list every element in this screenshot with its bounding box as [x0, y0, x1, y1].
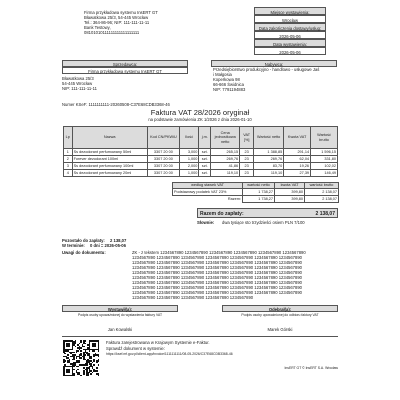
cell: 23: [240, 170, 254, 177]
table-row: [64, 163, 338, 170]
col-header: według stawek VAT: [173, 183, 243, 189]
qr-module: [73, 375, 75, 377]
issue-date-label: Data wystawienia:: [254, 39, 326, 47]
qr-module: [92, 372, 94, 374]
cell: 1 738,27: [243, 189, 275, 196]
qr-module: [85, 354, 87, 356]
col-header: Cena jednostkowa netto: [211, 127, 240, 149]
qr-module: [73, 352, 75, 354]
cell: szt.: [199, 156, 211, 163]
cell: 83,70: [254, 163, 284, 170]
total-value: 2 138,07: [315, 210, 335, 217]
notes-line: 1234567890 1234567890 1234567890 1234567890 1234567890 1234567890 1234567890: [132, 270, 303, 275]
buyer-name: Przedsiębiorstwo produkcyjno - handlowo - usługowe Jaś: [213, 67, 320, 72]
cell: 4: [64, 170, 73, 177]
cell: 23: [240, 163, 254, 170]
cell: 2,000: [180, 163, 199, 170]
cell: szt.: [199, 163, 211, 170]
table-row: [173, 196, 339, 203]
qr-module: [72, 349, 74, 351]
qr-module: [92, 362, 94, 364]
footer-divider: [62, 336, 338, 337]
seller-header: [84, 10, 158, 35]
notes-line: 1234567890 1234567890 1234567890 1234567890 1234567890 1234567890 1234567890: [132, 260, 303, 265]
place-value: Wrocław: [254, 15, 326, 23]
qr-module: [79, 343, 81, 345]
qr-module: [98, 375, 100, 377]
qr-module: [73, 359, 75, 361]
cell: 1: [64, 149, 73, 156]
notes-label: Uwagi do dokumentu:: [62, 250, 106, 255]
qr-module: [93, 360, 95, 362]
notes-line: 1234567890 1234567890 1234567890 1234567890 1234567890 1234567890 1234567890: [132, 290, 303, 295]
term-value: 0 dni = 2026-05-06: [90, 243, 126, 248]
table-row: [64, 170, 338, 177]
qr-module: [76, 357, 78, 359]
seller-label: Sprzedawca:: [62, 60, 188, 67]
remaining-value: 2 138,07: [110, 238, 127, 243]
qr-module: [90, 357, 92, 359]
notes-line: 1234567890 1234567890 1234567890 1234567890 1234567890 1234567890 1234567890: [132, 285, 303, 290]
qr-module: [93, 350, 95, 352]
qr-module: [69, 372, 71, 374]
qr-module: [67, 354, 69, 356]
qr-module: [76, 352, 78, 354]
qr-module: [75, 346, 77, 348]
cell: 3,000: [180, 149, 199, 156]
cell: 102,02: [311, 163, 338, 170]
footer-text: [106, 340, 233, 356]
qr-module: [98, 364, 100, 366]
qr-module: [77, 369, 79, 371]
qr-module: [96, 367, 98, 369]
col-header: Wartość netto: [254, 127, 284, 149]
qr-module: [83, 346, 85, 348]
buyer-city: 66-666 Świdnica: [213, 82, 244, 87]
cell: 3307 20 00: [147, 170, 179, 177]
buyer-name-cont: i Małgosia: [213, 72, 232, 77]
items-header-row: [64, 127, 338, 149]
cell: 1 738,27: [243, 196, 275, 203]
issue-date-value: 2026-05-06: [254, 47, 326, 55]
cell: 119,10: [211, 170, 240, 177]
cell: 19,26: [284, 163, 311, 170]
total-label: Razem do zapłaty:: [200, 210, 244, 217]
cell: 146,49: [311, 170, 338, 177]
cell: 3: [64, 163, 73, 170]
qr-module: [80, 357, 82, 359]
qr-module: [80, 347, 82, 349]
qr-module: [73, 369, 75, 371]
words-value: dwa tysiące sto trzydzieści osiem PLN 7/100: [222, 220, 305, 225]
seller-header-line: Bank Testowy,: [84, 25, 111, 30]
qr-module: [96, 370, 98, 372]
cell: Ss dezodorant perfumowany 100ml: [72, 163, 147, 170]
col-header: j.m.: [199, 127, 211, 149]
notes-text: [132, 250, 340, 300]
vat-summary-table: [172, 182, 339, 203]
ksef-verify-link[interactable]: https://ksef.mf.gov.pl/client-app/invoice/1111111111/08-05-2026/C37E68CDB3368-46: [106, 352, 233, 356]
seller-street: Bławatkowa 25/3: [62, 76, 94, 81]
place-label: Miejsce wystawienia:: [254, 7, 326, 15]
cell: Razem:: [227, 197, 241, 202]
cell: 399,80: [275, 189, 305, 196]
notes-line: 1234567890 1234567890 1234567890 1234567890 1234567890 1234567890 1234567890: [132, 280, 303, 285]
cell: 2 138,07: [305, 196, 339, 203]
col-header: Wartość brutto: [311, 127, 338, 149]
qr-module: [89, 350, 91, 352]
seller-name: Firma przykładowa systemu InsERT GT: [62, 67, 188, 74]
vat-header-row: [173, 183, 339, 189]
ksef-qr-code: [63, 340, 99, 376]
qr-module: [85, 340, 87, 342]
seller-header-line: Tel.: 364-86-96; NIP: 111-111-11-11: [84, 20, 150, 25]
software-brand: InsERT GT © InsERT S.A. Wrocław: [284, 366, 338, 370]
completion-date-label: Data zakończenia dostawy/usług:: [254, 23, 326, 31]
cell: 3307 20 00: [147, 156, 179, 163]
remaining-label: Pozostało do zapłaty:: [62, 238, 105, 243]
cell: 1,000: [180, 170, 199, 177]
items-table: [63, 126, 338, 177]
qr-module: [90, 373, 92, 375]
col-header: wartość brutto: [305, 183, 339, 189]
table-row: [64, 156, 338, 163]
cell: szt.: [199, 170, 211, 177]
cell: 119,10: [254, 170, 284, 177]
qr-module: [85, 343, 87, 345]
received-by-name: Marek Górski: [267, 327, 293, 332]
seller-address: [62, 76, 97, 91]
qr-module: [98, 356, 100, 358]
notes-line: ZK - z tekstem 1234567890 1234567890 1234567890 1234567890 1234567890 1234567890: [132, 250, 306, 255]
qr-module: [73, 366, 75, 368]
cell: 1 388,85: [254, 149, 284, 156]
qr-module: [95, 346, 97, 348]
footer-line: Sprawdź dokument w systemie:: [106, 346, 165, 351]
qr-module: [79, 362, 81, 364]
qr-module: [64, 360, 66, 362]
footer-line: Faktura zarejestrowana w Krajowym Systemie e-Faktur.: [106, 340, 210, 345]
completion-date-value: 2026-05-06: [254, 31, 326, 39]
cell: 27,39: [284, 170, 311, 177]
qr-module: [64, 353, 66, 355]
term-label: W terminie:: [62, 243, 85, 248]
cell: Ss dezodorant perfumowany 20ml: [72, 170, 147, 177]
buyer-nip: NIP: 7791194883: [213, 87, 246, 92]
col-header: wartość netto: [243, 183, 275, 189]
cell: 2 138,07: [305, 189, 339, 196]
cell: 269,76: [211, 156, 240, 163]
cell: 265,15: [211, 149, 240, 156]
qr-module: [83, 373, 85, 375]
cell: 399,80: [275, 196, 305, 203]
buyer-label: Nabywca:: [211, 60, 337, 67]
col-header: Kod CN/PKWiU: [147, 127, 179, 149]
seller-header-line: Firma przykładowa systemu InsERT GT: [84, 10, 158, 15]
seller-header-line: Bławatkowa 25/3, 54-445 Wrocław: [84, 15, 149, 20]
seller-nip: NIP: 111-111-11-11: [62, 86, 97, 91]
buyer-address: [213, 67, 319, 92]
qr-module: [77, 366, 79, 368]
seller-header-line: 08101010111111111111111111: [84, 30, 140, 35]
col-header: Nazwa: [72, 127, 147, 149]
issued-by-caption: Podpis osoby upoważnionej do wystawienia faktury VAT: [77, 313, 163, 317]
col-header: Ilość: [180, 127, 199, 149]
invoice-title: Faktura VAT 28/2026 oryginał: [150, 108, 250, 117]
cell: 3307 20 00: [147, 149, 179, 156]
words-label: Słownie:: [197, 220, 215, 225]
invoice-subtitle: na podstawie zamówienia ZK 1/2026 z dnia 2026-01-10: [148, 117, 252, 122]
cell: Podstawowy podatek VAT 23%: [173, 189, 243, 196]
total-box: [197, 208, 338, 218]
col-header: kwota VAT: [275, 183, 305, 189]
cell: 23: [240, 156, 254, 163]
cell: Ss dezodorant perfumowany 50ml: [72, 149, 147, 156]
qr-module: [98, 350, 100, 352]
col-header: Lp: [64, 127, 73, 149]
notes-line: 1234567890 1234567890 1234567890 1234567890 1234567890 1234567890 1234567890: [132, 265, 303, 270]
qr-module: [93, 364, 95, 366]
table-row: [64, 149, 338, 156]
received-by-label: Odebrał(a):: [222, 305, 338, 312]
col-header: VAT [%]: [240, 127, 254, 149]
cell: 62,04: [284, 156, 311, 163]
cell: 269,76: [254, 156, 284, 163]
qr-module: [80, 375, 82, 377]
seller-city: 54-445 Wrocław: [62, 81, 93, 86]
issued-by-name: Jan Kowalski: [107, 327, 133, 332]
notes-line: 1234567890 1234567890 1234567890 1234567890 1234567890 1234567890 1234567890: [132, 275, 303, 280]
cell: 3307 20 00: [147, 163, 179, 170]
issued-by-label: Wystawił(a):: [62, 305, 178, 312]
notes-line: 1234567890 1234567890 1234567890 1234567890 1234567890: [132, 295, 254, 300]
cell: 23: [240, 149, 254, 156]
qr-module: [80, 350, 82, 352]
notes-line: 1234567890 1234567890 1234567890 1234567890 1234567890 1234567890 1234567890: [132, 255, 303, 260]
qr-module: [87, 375, 89, 377]
qr-module: [75, 343, 77, 345]
cell: 2: [64, 156, 73, 163]
qr-module: [86, 364, 88, 366]
table-row: [173, 189, 339, 196]
qr-module: [69, 346, 71, 348]
cell: Forever dezodorant 100ml: [72, 156, 147, 163]
cell: 291,14: [284, 149, 311, 156]
qr-module: [93, 356, 95, 358]
qr-module: [96, 362, 98, 364]
cell: 1,000: [180, 156, 199, 163]
cell: 1 596,15: [311, 149, 338, 156]
ksef-number: Numer KSeF: 1111111111-20260508-C37E68CDB3368-46: [62, 102, 170, 107]
cell: szt.: [199, 149, 211, 156]
buyer-street: Koperkowa 98: [213, 77, 240, 82]
qr-module: [63, 362, 65, 364]
qr-module: [80, 341, 82, 343]
cell: 331,80: [311, 156, 338, 163]
qr-module: [77, 350, 79, 352]
col-header: Kwota VAT: [284, 127, 311, 149]
qr-module: [98, 360, 100, 362]
received-by-caption: Podpis osoby upoważnionej do odbioru faktury VAT: [241, 313, 319, 317]
cell: 41,86: [211, 163, 240, 170]
